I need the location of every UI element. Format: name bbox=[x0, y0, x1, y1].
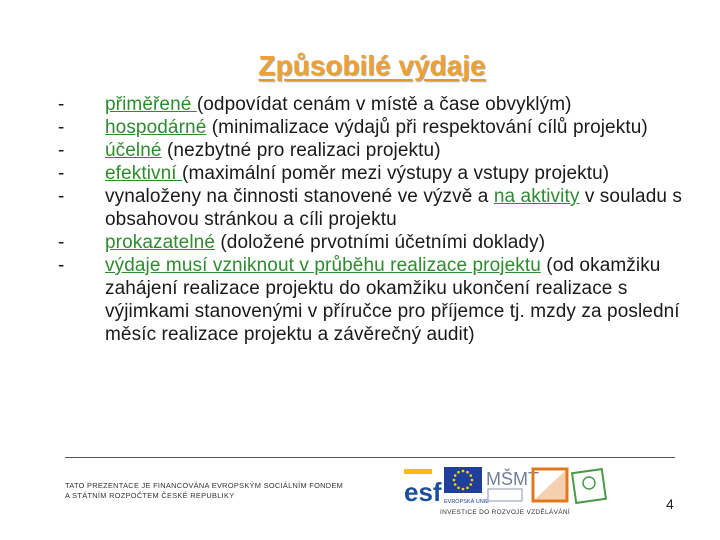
funding-logos bbox=[402, 463, 612, 509]
criteria-item bbox=[58, 162, 683, 185]
logo-caption: INVESTICE DO ROZVOJE VZDĚLÁVÁNÍ bbox=[440, 509, 570, 516]
msmt-logo-text: MŠMT bbox=[486, 469, 539, 489]
footer-divider bbox=[65, 457, 675, 458]
criteria-description: (minimalizace výdajů při respektování cílů projektu) bbox=[206, 117, 648, 138]
eu-star-icon bbox=[454, 474, 457, 477]
criteria-term: hospodárné bbox=[105, 117, 207, 138]
page-number: 4 bbox=[666, 496, 674, 512]
msmt-logo-icon bbox=[486, 468, 539, 501]
criteria-item bbox=[58, 231, 683, 254]
criteria-term: přiměřené bbox=[105, 94, 197, 115]
eu-flag-icon bbox=[444, 467, 489, 505]
bullet-dash: - bbox=[58, 94, 65, 115]
eu-star-icon bbox=[469, 474, 472, 477]
criteria-item bbox=[58, 116, 683, 139]
bullet-dash: - bbox=[58, 163, 65, 184]
bullet-dash: - bbox=[58, 255, 65, 276]
bullet-dash: - bbox=[58, 117, 65, 138]
eu-label: EVROPSKÁ UNIE bbox=[444, 499, 489, 505]
criteria-description: (od okamžiku zahájení realizace projektu do okamžiku ukončení realizace s výjimkami stanovenými v příručce pro příjemce tj. mzdy za poslední měsíc realizace projektu a závěrečný audit) bbox=[105, 255, 680, 345]
criteria-term: účelné bbox=[105, 140, 162, 161]
esf-logo-icon bbox=[404, 469, 442, 507]
criteria-description: (maximální poměr mezi výstupy a vstupy projektu) bbox=[182, 163, 610, 184]
eu-star-icon bbox=[462, 488, 465, 491]
funding-notice: TATO PREZENTACE JE FINANCOVÁNA EVROPSKÝM SOCIÁLNÍM FONDEM A STÁTNÍM ROZPOČTEM ČESKÉ REPUBLIKY bbox=[65, 481, 344, 500]
eu-star-icon bbox=[471, 479, 474, 482]
criteria-description: (doložené prvotními účetními doklady) bbox=[215, 232, 546, 253]
op-vk-logo-icon bbox=[533, 469, 606, 503]
criteria-list bbox=[58, 93, 683, 346]
eu-star-icon bbox=[469, 483, 472, 486]
bullet-dash: - bbox=[58, 140, 65, 161]
criteria-item bbox=[58, 254, 683, 346]
bullet-dash: - bbox=[58, 232, 65, 253]
criteria-description: vynaloženy na činnosti stanovené ve výzvě a bbox=[105, 186, 494, 207]
criteria-term: na aktivity bbox=[493, 186, 580, 207]
esf-logo-text: esf bbox=[404, 477, 442, 507]
eu-star-icon bbox=[457, 471, 460, 474]
criteria-description: (odpovídat cenám v místě a čase obvyklým) bbox=[196, 94, 572, 115]
criteria-description: v souladu s obsahovou stránkou a cíli projektu bbox=[105, 186, 683, 230]
eu-star-icon bbox=[466, 471, 469, 474]
eu-star-icon bbox=[466, 486, 469, 489]
eu-star-icon bbox=[462, 470, 465, 473]
slide-title: Způsobilé výdaje bbox=[258, 50, 486, 81]
criteria-item bbox=[58, 139, 683, 162]
criteria-term: výdaje musí vzniknout v průběhu realizace projektu bbox=[105, 255, 541, 276]
eu-star-icon bbox=[457, 486, 460, 489]
criteria-item bbox=[58, 185, 683, 231]
criteria-term: efektivní bbox=[105, 163, 183, 184]
criteria-item bbox=[58, 93, 683, 116]
criteria-description: (nezbytné pro realizaci projektu) bbox=[161, 140, 441, 161]
eu-star-icon bbox=[453, 479, 456, 482]
bullet-dash: - bbox=[58, 186, 65, 207]
eu-star-icon bbox=[454, 483, 457, 486]
criteria-term: prokazatelné bbox=[105, 232, 215, 253]
